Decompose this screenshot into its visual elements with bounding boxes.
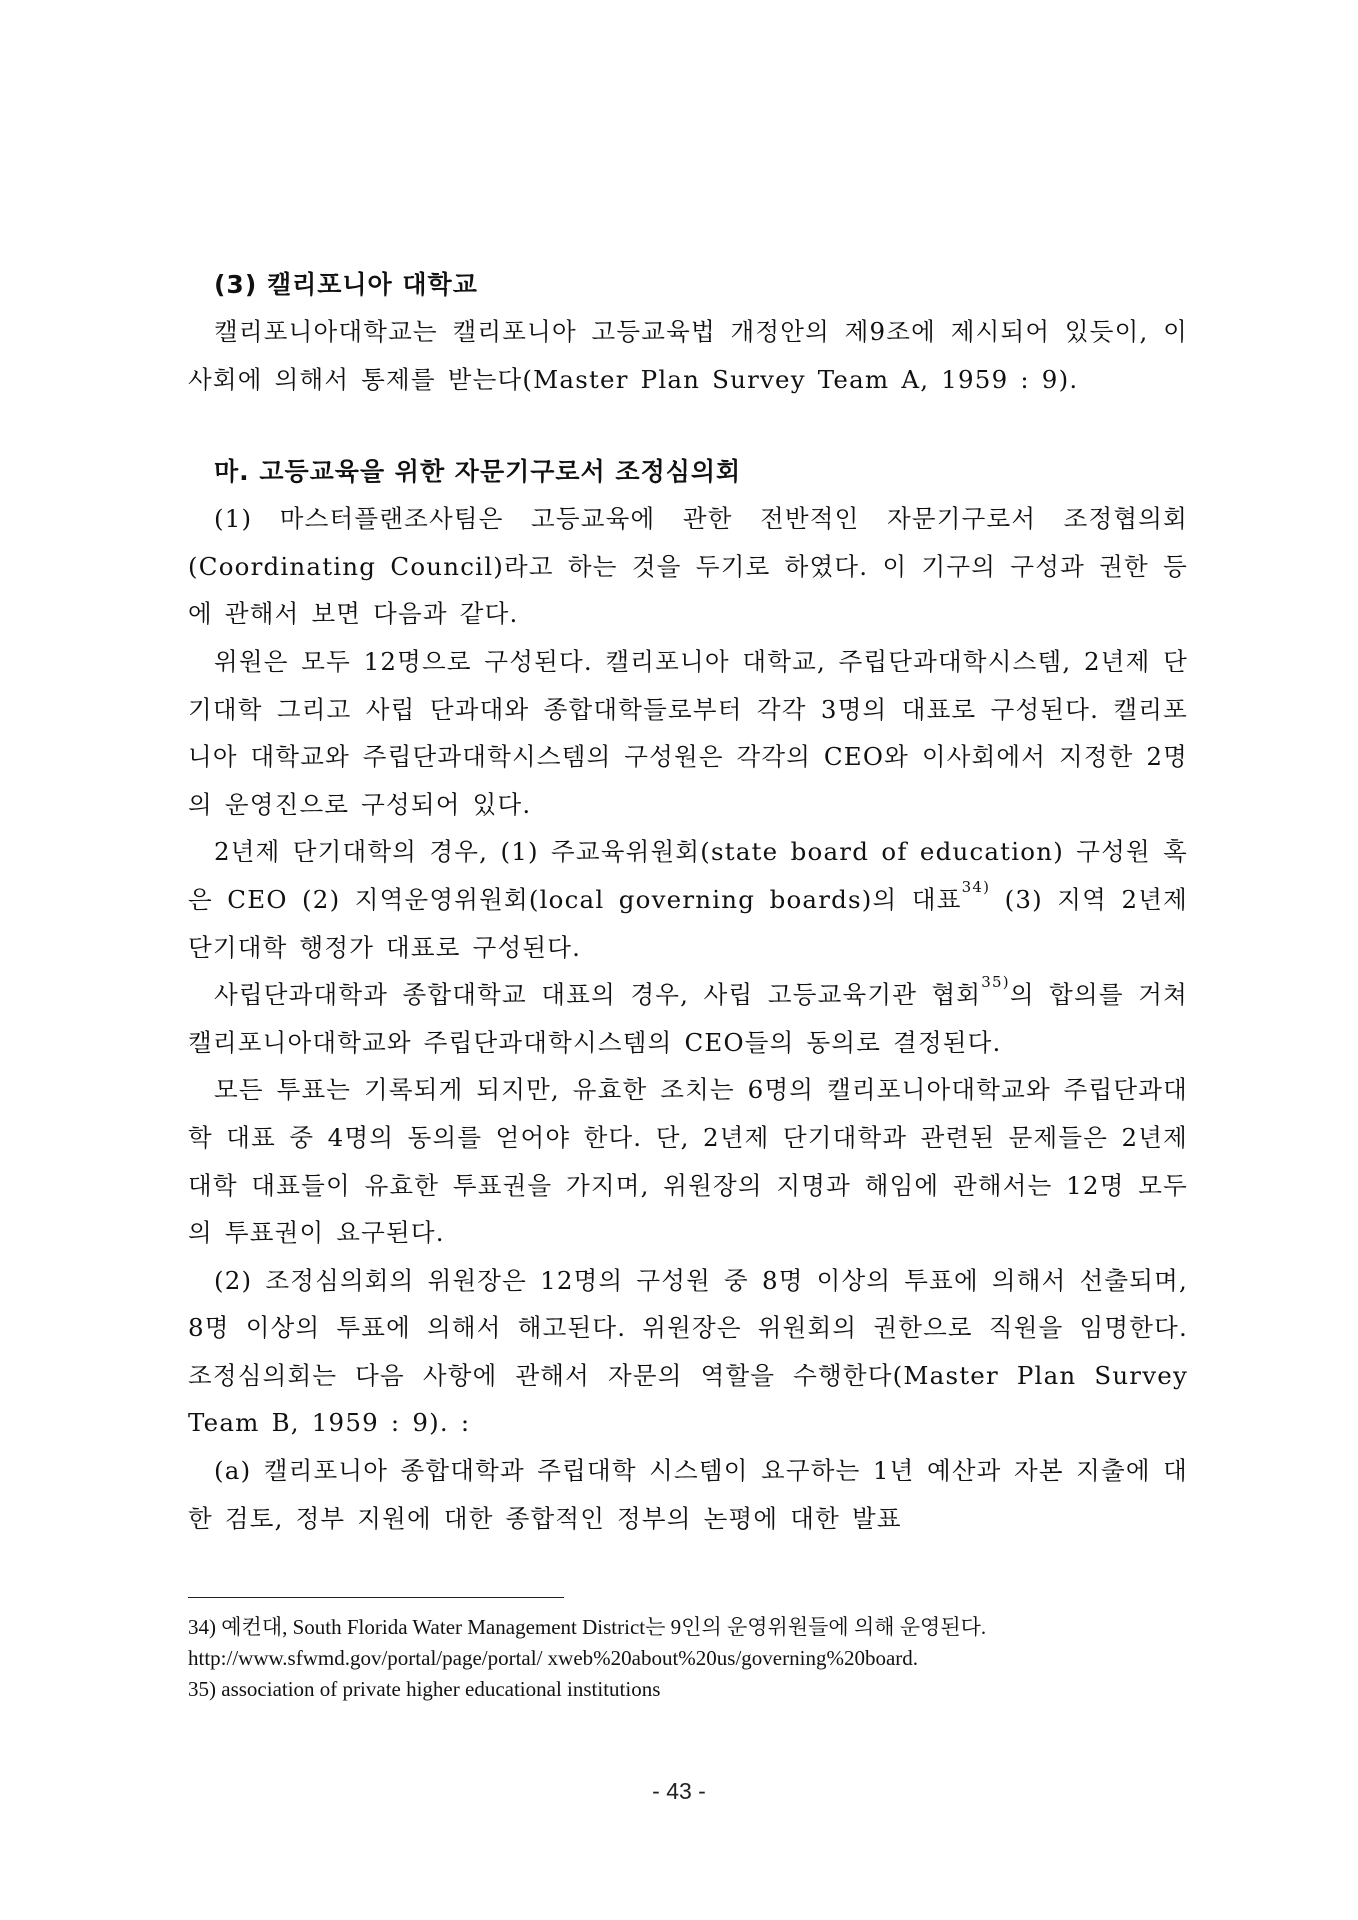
paragraph-3 <box>188 828 1188 971</box>
section-heading-ma: 마. 고등교육을 위한 자문기구로서 조정심의회 <box>214 457 742 487</box>
paragraph-4 <box>188 971 1188 1066</box>
paragraph-3-text-a: 2년제 단기대학의 경우, (1) 주교육위원회(state board of education) 구성원 혹은 CEO (2) 지역운영위원회(local governing boards)의 대표 <box>188 837 1188 914</box>
footnote-ref-34[interactable]: 34) <box>961 877 991 896</box>
footnotes <box>188 1612 1188 1705</box>
footnote-35: 35) association of private higher educational institutions <box>188 1677 661 1701</box>
paragraph-5: 모든 투표는 기록되게 되지만, 유효한 조치는 6명의 캘리포니아대학교와 주립단과대학 대표 중 4명의 동의를 얻어야 한다. 단, 2년제 단기대학과 관련된 문제들은 2년제 대학 대표들이 유효한 투표권을 가지며, 위원장의 지명과 해임에 관해서는 12명 모두의 투표권이 요구된다. <box>188 1075 1188 1248</box>
section-heading-3: (3) 캘리포니아 대학교 <box>214 270 478 299</box>
footnote-34 <box>188 1612 1188 1674</box>
paragraph-3-text-b: (3) 지역 2년제 단기대학 행정가 대표로 구성된다. <box>188 884 1188 962</box>
body-text <box>188 262 1188 1542</box>
footnote-divider <box>188 1597 564 1598</box>
paragraph-4-text-a: 사립단과대학과 종합대학교 대표의 경우, 사립 고등교육기관 협회 <box>214 980 982 1010</box>
paragraph-4-text-b: 의 합의를 거쳐 캘리포니아대학교와 주립단과대학시스템의 CEO들의 동의로 결정된다. <box>188 980 1188 1057</box>
paragraph-1: (1) 마스터플랜조사팀은 고등교육에 관한 전반적인 자문기구로서 조정협의회(Coordinating Council)라고 하는 것을 두기로 하였다. 이 기구의 구성과 권한 등에 관해서 보면 다음과 같다. <box>188 504 1188 629</box>
footnote-ref-35[interactable]: 35) <box>981 973 1010 992</box>
paragraph-2: 위원은 모두 12명으로 구성된다. 캘리포니아 대학교, 주립단과대학시스템, 2년제 단기대학 그리고 사립 단과대와 종합대학들로부터 각각 3명의 대표로 구성된다. 캘리포니아 대학교와 주립단과대학시스템의 구성원은 각각의 CEO와 이사회에서 지정한 2명의 운영진으로 구성되어 있다. <box>188 646 1188 819</box>
paragraph-7: (a) 캘리포니아 종합대학과 주립대학 시스템이 요구하는 1년 예산과 자본 지출에 대한 검토, 정부 지원에 대한 종합적인 정부의 논평에 대한 발표 <box>188 1456 1188 1533</box>
paragraph-section-3: 캘리포니아대학교는 캘리포니아 고등교육법 개정안의 제9조에 제시되어 있듯이, 이사회에 의해서 통제를 받는다(Master Plan Survey Team A, 1959 : 9). <box>188 317 1188 394</box>
footnote-34-url[interactable]: http://www.sfwmd.gov/portal/page/portal/ xweb%20about%20us/governing%20board. <box>188 1646 919 1670</box>
footnote-34-text: 34) 예컨대, South Florida Water Management District는 9인의 운영위원들에 의해 운영된다. <box>188 1615 987 1639</box>
page-number: - 43 - <box>652 1778 706 1804</box>
paragraph-6: (2) 조정심의회의 위원장은 12명의 구성원 중 8명 이상의 투표에 의해서 선출되며, 8명 이상의 투표에 의해서 해고된다. 위원장은 위원회의 권한으로 직원을 임명한다. 조정심의회는 다음 사항에 관해서 자문의 역할을 수행한다(Master Plan Survey Team B, 1959 : 9). : <box>188 1265 1188 1438</box>
